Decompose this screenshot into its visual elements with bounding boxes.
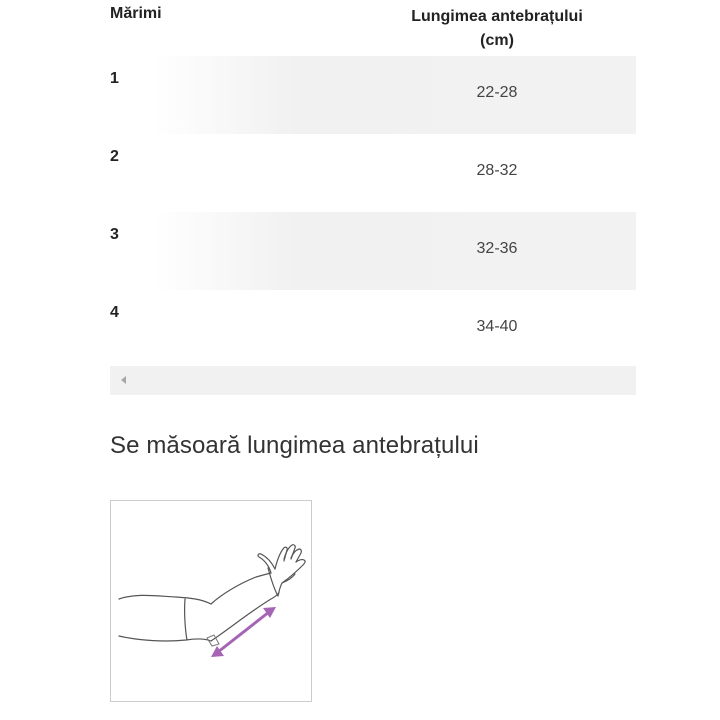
- illustration-frame: [110, 500, 312, 702]
- arm-measurement-illustration: [111, 501, 311, 701]
- row-length: 32-36: [476, 240, 518, 257]
- row-size: 2: [110, 148, 119, 165]
- horizontal-scrollbar[interactable]: [110, 366, 636, 395]
- row-length: 34-40: [476, 318, 518, 335]
- chevron-left-icon[interactable]: [118, 374, 130, 387]
- row-length: 28-32: [476, 162, 518, 179]
- row-size: 4: [110, 304, 119, 321]
- table-row: [110, 134, 636, 212]
- row-length: 22-28: [476, 84, 518, 101]
- section-title: Se măsoară lungimea antebrațului: [110, 432, 479, 459]
- table-row: [110, 56, 636, 134]
- table-row: [110, 290, 636, 368]
- size-table: [110, 0, 636, 368]
- header-forearm-length-line1: Lungimea antebrațului: [411, 8, 583, 25]
- header-sizes: Mărimi: [110, 5, 162, 22]
- header-forearm-length-line2: (cm): [480, 32, 514, 49]
- row-size: 1: [110, 70, 119, 87]
- table-row: [110, 212, 636, 290]
- header-forearm-length: [372, 5, 622, 53]
- table-header: [110, 0, 636, 56]
- row-size: 3: [110, 226, 119, 243]
